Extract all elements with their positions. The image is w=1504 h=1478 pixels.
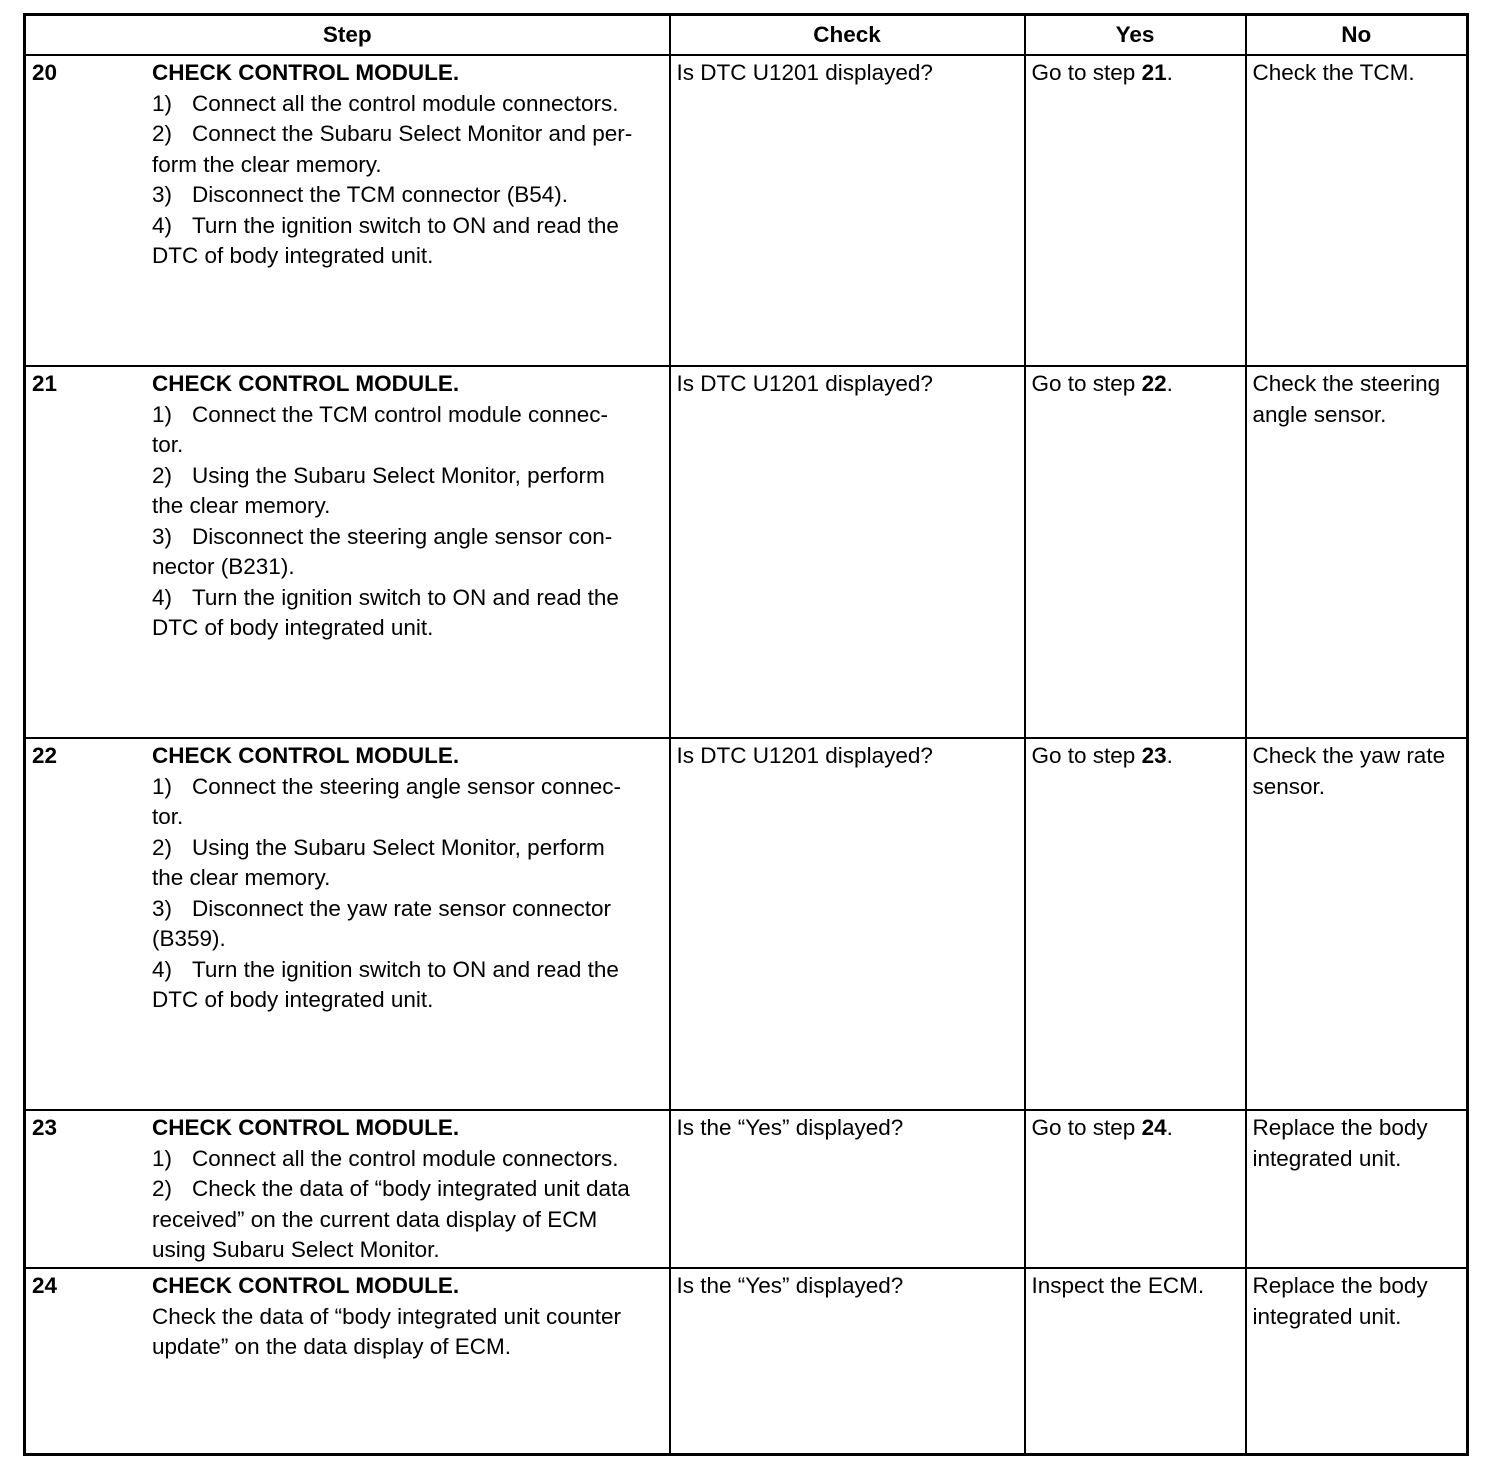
step-line: DTC of body integrated unit.: [152, 987, 434, 1012]
header-row: [25, 15, 1468, 56]
yes-cell: Inspect the ECM.: [1025, 1268, 1246, 1454]
step-line: 2) Check the data of “body integrated unit data: [152, 1176, 630, 1201]
no-cell: Replace the body integrated unit.: [1246, 1268, 1468, 1454]
step-line: tor.: [152, 432, 184, 457]
check-cell: Is the “Yes” displayed?: [670, 1110, 1025, 1268]
yes-cell: Go to step 22.: [1025, 366, 1246, 738]
step-title: CHECK CONTROL MODULE.: [152, 371, 460, 396]
step-number: 22: [32, 743, 58, 768]
step-cell: [25, 366, 670, 738]
header-step: Step: [25, 15, 670, 56]
step-line: form the clear memory.: [152, 151, 382, 177]
no-cell: Check the yaw rate sensor.: [1246, 738, 1468, 1110]
step-line: nector (B231).: [152, 554, 295, 579]
step-cell: [25, 738, 670, 1110]
check-cell: Is the “Yes” displayed?: [670, 1268, 1025, 1454]
step-line: 2) Using the Subaru Select Monitor, perform: [152, 462, 605, 488]
no-cell: Replace the body integrated unit.: [1246, 1110, 1468, 1268]
step-line: tor.: [152, 804, 184, 829]
step-line: 2) Using the Subaru Select Monitor, perform: [152, 834, 605, 860]
step-cell: [25, 1110, 670, 1268]
step-line: 1) Connect all the control module connectors.: [152, 1145, 619, 1171]
step-line: 3) Disconnect the TCM connector (B54).: [152, 182, 568, 207]
no-cell: Check the TCM.: [1246, 55, 1468, 366]
step-line: (B359).: [152, 926, 226, 951]
step-cell: [25, 55, 670, 366]
diagnostic-table: [23, 13, 1469, 1456]
step-number: 20: [32, 60, 58, 85]
table-row: [25, 1268, 1468, 1454]
header-yes: Yes: [1025, 15, 1246, 56]
header-check: Check: [670, 15, 1025, 56]
step-line: 4) Turn the ignition switch to ON and read the: [152, 212, 619, 238]
step-number: 23: [32, 1115, 58, 1140]
table-row: [25, 366, 1468, 738]
step-line: received” on the current data display of ECM: [152, 1206, 598, 1232]
step-title: CHECK CONTROL MODULE.: [152, 743, 460, 768]
step-line: 2) Connect the Subaru Select Monitor and per-: [152, 121, 633, 146]
step-line: 4) Turn the ignition switch to ON and read the: [152, 956, 619, 982]
check-cell: Is DTC U1201 displayed?: [670, 738, 1025, 1110]
step-line: Check the data of “body integrated unit counter: [152, 1303, 622, 1329]
step-line: the clear memory.: [152, 865, 331, 890]
step-title: CHECK CONTROL MODULE.: [152, 1273, 460, 1298]
table-row: [25, 55, 1468, 366]
no-cell: Check the steering angle sensor.: [1246, 366, 1468, 738]
step-title: CHECK CONTROL MODULE.: [152, 60, 460, 85]
step-line: DTC of body integrated unit.: [152, 243, 434, 268]
step-line: 1) Connect the steering angle sensor connec-: [152, 773, 622, 799]
step-title: CHECK CONTROL MODULE.: [152, 1115, 460, 1140]
step-cell: [25, 1268, 670, 1454]
step-number: 24: [32, 1273, 58, 1298]
yes-cell: Go to step 24.: [1025, 1110, 1246, 1268]
yes-cell: Go to step 23.: [1025, 738, 1246, 1110]
step-line: 1) Connect the TCM control module connec-: [152, 401, 609, 427]
table-row: [25, 738, 1468, 1110]
step-number: 21: [32, 371, 58, 396]
step-line: 3) Disconnect the steering angle sensor con-: [152, 523, 613, 549]
step-line: the clear memory.: [152, 493, 331, 518]
step-line: 4) Turn the ignition switch to ON and read the: [152, 584, 619, 610]
yes-cell: Go to step 21.: [1025, 55, 1246, 366]
check-cell: Is DTC U1201 displayed?: [670, 55, 1025, 366]
step-line: 1) Connect all the control module connectors.: [152, 90, 619, 116]
step-line: update” on the data display of ECM.: [152, 1334, 511, 1359]
table-row: [25, 1110, 1468, 1268]
step-line: DTC of body integrated unit.: [152, 615, 434, 640]
step-line: 3) Disconnect the yaw rate sensor connector: [152, 895, 611, 921]
check-cell: Is DTC U1201 displayed?: [670, 366, 1025, 738]
header-no: No: [1246, 15, 1468, 56]
step-line: using Subaru Select Monitor.: [152, 1237, 440, 1262]
